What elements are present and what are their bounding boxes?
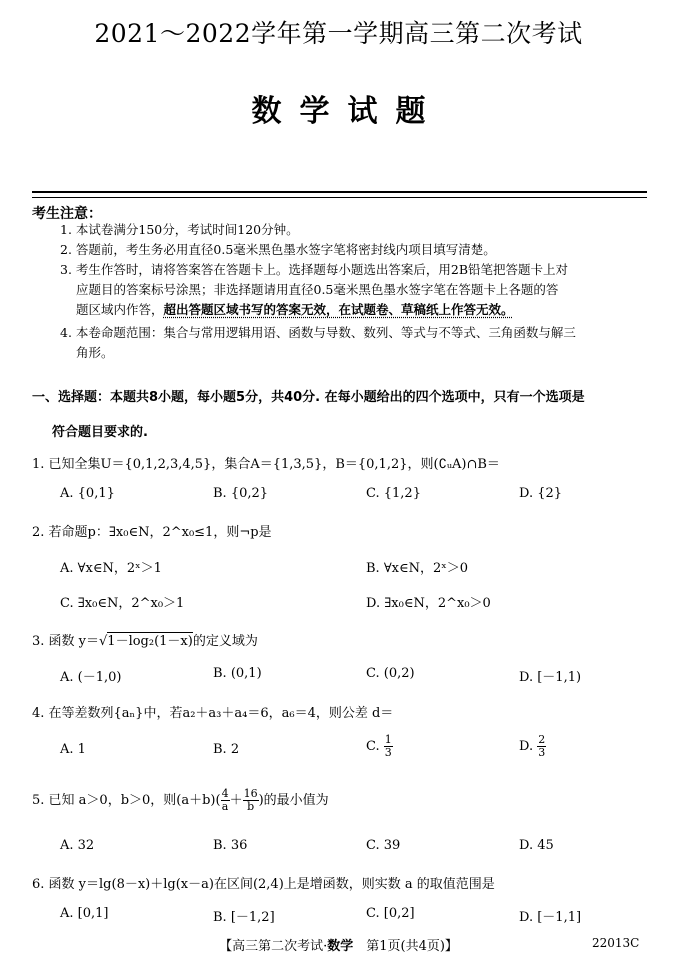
notice-item-3-end (76, 301, 514, 319)
fraction-numerator: 1 (384, 733, 392, 746)
question-5-stem-post: )的最小值为 (258, 793, 329, 808)
question-2-option-d: D. ∃x₀∈N，2^x₀＞0 (366, 596, 491, 611)
fraction-numerator: 4 (221, 787, 229, 800)
fraction-denominator: a (221, 800, 229, 813)
page-footer (0, 935, 677, 954)
notice-item-3-tail: 题区域内作答， (76, 302, 164, 317)
fraction-numerator: 2 (538, 733, 546, 746)
question-4-option-c (366, 734, 393, 759)
fraction-denominator: 3 (538, 746, 546, 759)
question-1-option-c: C. {1,2} (366, 486, 421, 501)
question-3-option-d: D. [－1,1) (519, 670, 582, 685)
fraction-denominator: 3 (384, 746, 392, 759)
question-3-option-a: A. (－1,0) (60, 670, 122, 685)
fraction-numerator: 16 (243, 787, 258, 800)
question-4-option-b: B. 2 (213, 742, 240, 757)
question-5-stem (32, 788, 329, 813)
question-1-option-a: A. {0,1} (60, 486, 115, 501)
question-5-fraction-2 (243, 788, 259, 813)
question-6-option-a: A. [0,1] (60, 906, 109, 921)
question-2-option-a: A. ∀x∈N，2ˣ＞1 (60, 561, 162, 576)
question-5-stem-pre: 5. 已知 a＞0，b＞0，则(a＋b)( (32, 793, 221, 808)
question-4-option-d-label: D. (519, 739, 534, 754)
question-3-stem-pre: 3. 函数 y＝√ (32, 634, 108, 649)
notice-item-1: 1. 本试卷满分150分，考试时间120分钟。 (60, 222, 299, 237)
fraction-denominator: b (247, 800, 255, 813)
question-3-radicand: 1－log₂(1－x) (107, 634, 193, 649)
notice-item-3-cont: 应题目的答案标号涂黑；非选择题请用直径0.5毫米黑色墨水签字笔在答题卡上各题的答 (76, 282, 559, 297)
question-4-stem: 4. 在等差数列{aₙ}中，若a₂＋a₃＋a₄＝6，a₆＝4，则公差 d＝ (32, 706, 394, 721)
footer-prefix: 【高三第二次考试· (219, 939, 328, 954)
question-2-option-c: C. ∃x₀∈N，2^x₀＞1 (60, 596, 185, 611)
subject-title: 数学试题 (251, 94, 444, 129)
question-4-option-c-label: C. (366, 739, 380, 754)
section-heading: 一、选择题：本题共8小题，每小题5分，共40分. 在每小题给出的四个选项中，只有一个选项是 (32, 390, 585, 405)
question-3-option-c: C. (0,2) (366, 666, 415, 681)
question-5-plus: ＋ (229, 793, 243, 808)
question-2-option-b: B. ∀x∈N，2ˣ＞0 (366, 561, 469, 576)
question-5-option-a: A. 32 (60, 838, 95, 853)
section-heading-cont: 符合题目要求的. (52, 425, 148, 440)
question-6-option-c: C. [0,2] (366, 906, 415, 921)
notice-heading: 考生注意： (32, 206, 102, 222)
notice-item-3: 3. 考生作答时，请将答案答在答题卡上。选择题每小题选出答案后，用2B铅笔把答题卡上对 (60, 262, 569, 277)
question-4-option-d-fraction (537, 734, 546, 759)
paper-code: 22013C (592, 936, 640, 950)
footer-subject: 数学 (327, 939, 354, 954)
question-1-option-d: D. {2} (519, 486, 563, 501)
question-1-option-b: B. {0,2} (213, 486, 269, 501)
question-4-option-d (519, 734, 546, 759)
question-3-option-b: B. (0,1) (213, 666, 262, 681)
question-2-stem: 2. 若命题p：∃x₀∈N，2^x₀≤1，则¬p是 (32, 525, 272, 540)
question-6-stem: 6. 函数 y＝lg(8－x)＋lg(x－a)在区间(2,4)上是增函数，则实数 a 的取值范围是 (32, 877, 495, 892)
question-5-option-c: C. 39 (366, 838, 401, 853)
footer-page-number: 第1页(共4页)】 (353, 939, 458, 954)
exam-title: 2021～2022学年第一学期高三第二次考试 (94, 19, 583, 48)
notice-item-2: 2. 答题前，考生务必用直径0.5毫米黑色墨水签字笔将密封线内项目填写清楚。 (60, 242, 496, 257)
question-1-stem: 1. 已知全集U＝{0,1,2,3,4,5}，集合A＝{1,3,5}，B＝{0,1,2}，则(∁ᵤA)∩B＝ (32, 457, 500, 472)
question-4-option-a: A. 1 (60, 742, 86, 757)
notice-emphasis: 超出答题区域书写的答案无效，在试题卷、草稿纸上作答无效。 (163, 302, 514, 317)
question-6-option-b: B. [－1,2] (213, 910, 275, 925)
question-3-stem-post: 的定义域为 (192, 634, 258, 649)
question-3-stem (32, 630, 258, 649)
divider-thin (32, 197, 647, 198)
question-4-option-c-fraction (384, 734, 393, 759)
question-5-fraction-1 (221, 788, 230, 813)
notice-item-4-cont: 角形。 (76, 345, 114, 360)
divider-thick (32, 191, 647, 193)
question-5-option-d: D. 45 (519, 838, 554, 853)
question-6-option-d: D. [－1,1] (519, 910, 582, 925)
notice-item-4: 4. 本卷命题范围：集合与常用逻辑用语、函数与导数、数列、等式与不等式、三角函数与解三 (60, 325, 576, 340)
question-5-option-b: B. 36 (213, 838, 248, 853)
